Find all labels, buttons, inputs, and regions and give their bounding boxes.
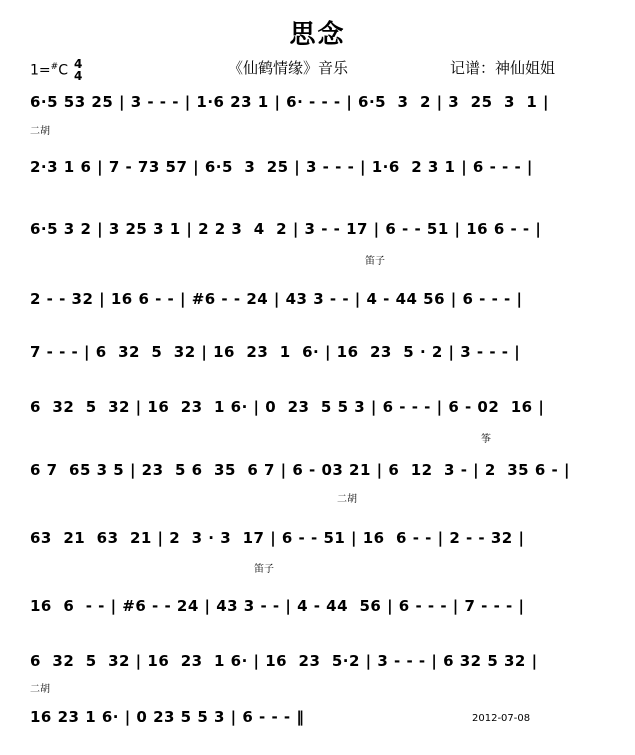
transcriber-text: 记谱：神仙姐姐 xyxy=(450,59,556,77)
score-row: 2 - - 32 | 16 6 - - | #6 - - 24 | 43 3 - - | 4 - 44 56 | 6 - - - | xyxy=(30,290,523,308)
score-row: 2·3 1 6 | 7 - 73 57 | 6·5 3 25 | 3 - - - | 1·6 2 3 1 | 6 - - - | xyxy=(30,158,533,176)
key-signature xyxy=(30,62,68,79)
score-row: 6 7 65 3 5 | 23 5 6 35 6 7 | 6 - 03 21 | 6 12 3 - | 2 35 6 - | xyxy=(30,461,570,479)
key-label: 1= xyxy=(30,62,51,79)
score-row: 16 6 - - | #6 - - 24 | 43 3 - - | 4 - 44 56 | 6 - - - | 7 - - - | xyxy=(30,597,525,615)
score-row: 63 21 63 21 | 2 3 · 3 17 | 6 - - 51 | 16 6 - - | 2 - - 32 | xyxy=(30,529,525,547)
score-row: 6·5 3 2 | 3 25 3 1 | 2 2 3 4 2 | 3 - - 17 | 6 - - 51 | 16 6 - - | xyxy=(30,220,542,238)
time-signature xyxy=(74,58,82,82)
key-sharp: # xyxy=(50,62,59,72)
instrument-label-erhu: 二胡 xyxy=(30,684,50,695)
source-text: 《仙鹤情缘》音乐 xyxy=(228,59,349,77)
score-row: 16 23 1 6· | 0 23 5 5 3 | 6 - - - ‖ xyxy=(30,708,305,726)
score-row: 6·5 53 25 | 3 - - - | 1·6 23 1 | 6· - - - | 6·5 3 2 | 3 25 3 1 | xyxy=(30,93,550,111)
date-stamp: 2012-07-08 xyxy=(472,713,531,724)
instrument-label-dizi: 笛子 xyxy=(365,256,385,267)
key-note: C xyxy=(58,62,68,79)
score-row: 7 - - - | 6 32 5 32 | 16 23 1 6· | 16 23 5 · 2 | 3 - - - | xyxy=(30,343,521,361)
meter-bottom: 4 xyxy=(74,69,83,83)
instrument-label-dizi: 笛子 xyxy=(254,564,274,575)
score-row: 6 32 5 32 | 16 23 1 6· | 16 23 5·2 | 3 - - - | 6 32 5 32 | xyxy=(30,652,538,670)
score-row: 6 32 5 32 | 16 23 1 6· | 0 23 5 5 3 | 6 - - - | 6 - 02 16 | xyxy=(30,398,545,416)
instrument-label-erhu: 二胡 xyxy=(337,494,357,505)
page-title: 思念 xyxy=(289,20,346,50)
instrument-label-erhu: 二胡 xyxy=(30,126,50,137)
instrument-label-zheng: 筝 xyxy=(481,434,491,445)
meter-top: 4 xyxy=(74,57,83,71)
